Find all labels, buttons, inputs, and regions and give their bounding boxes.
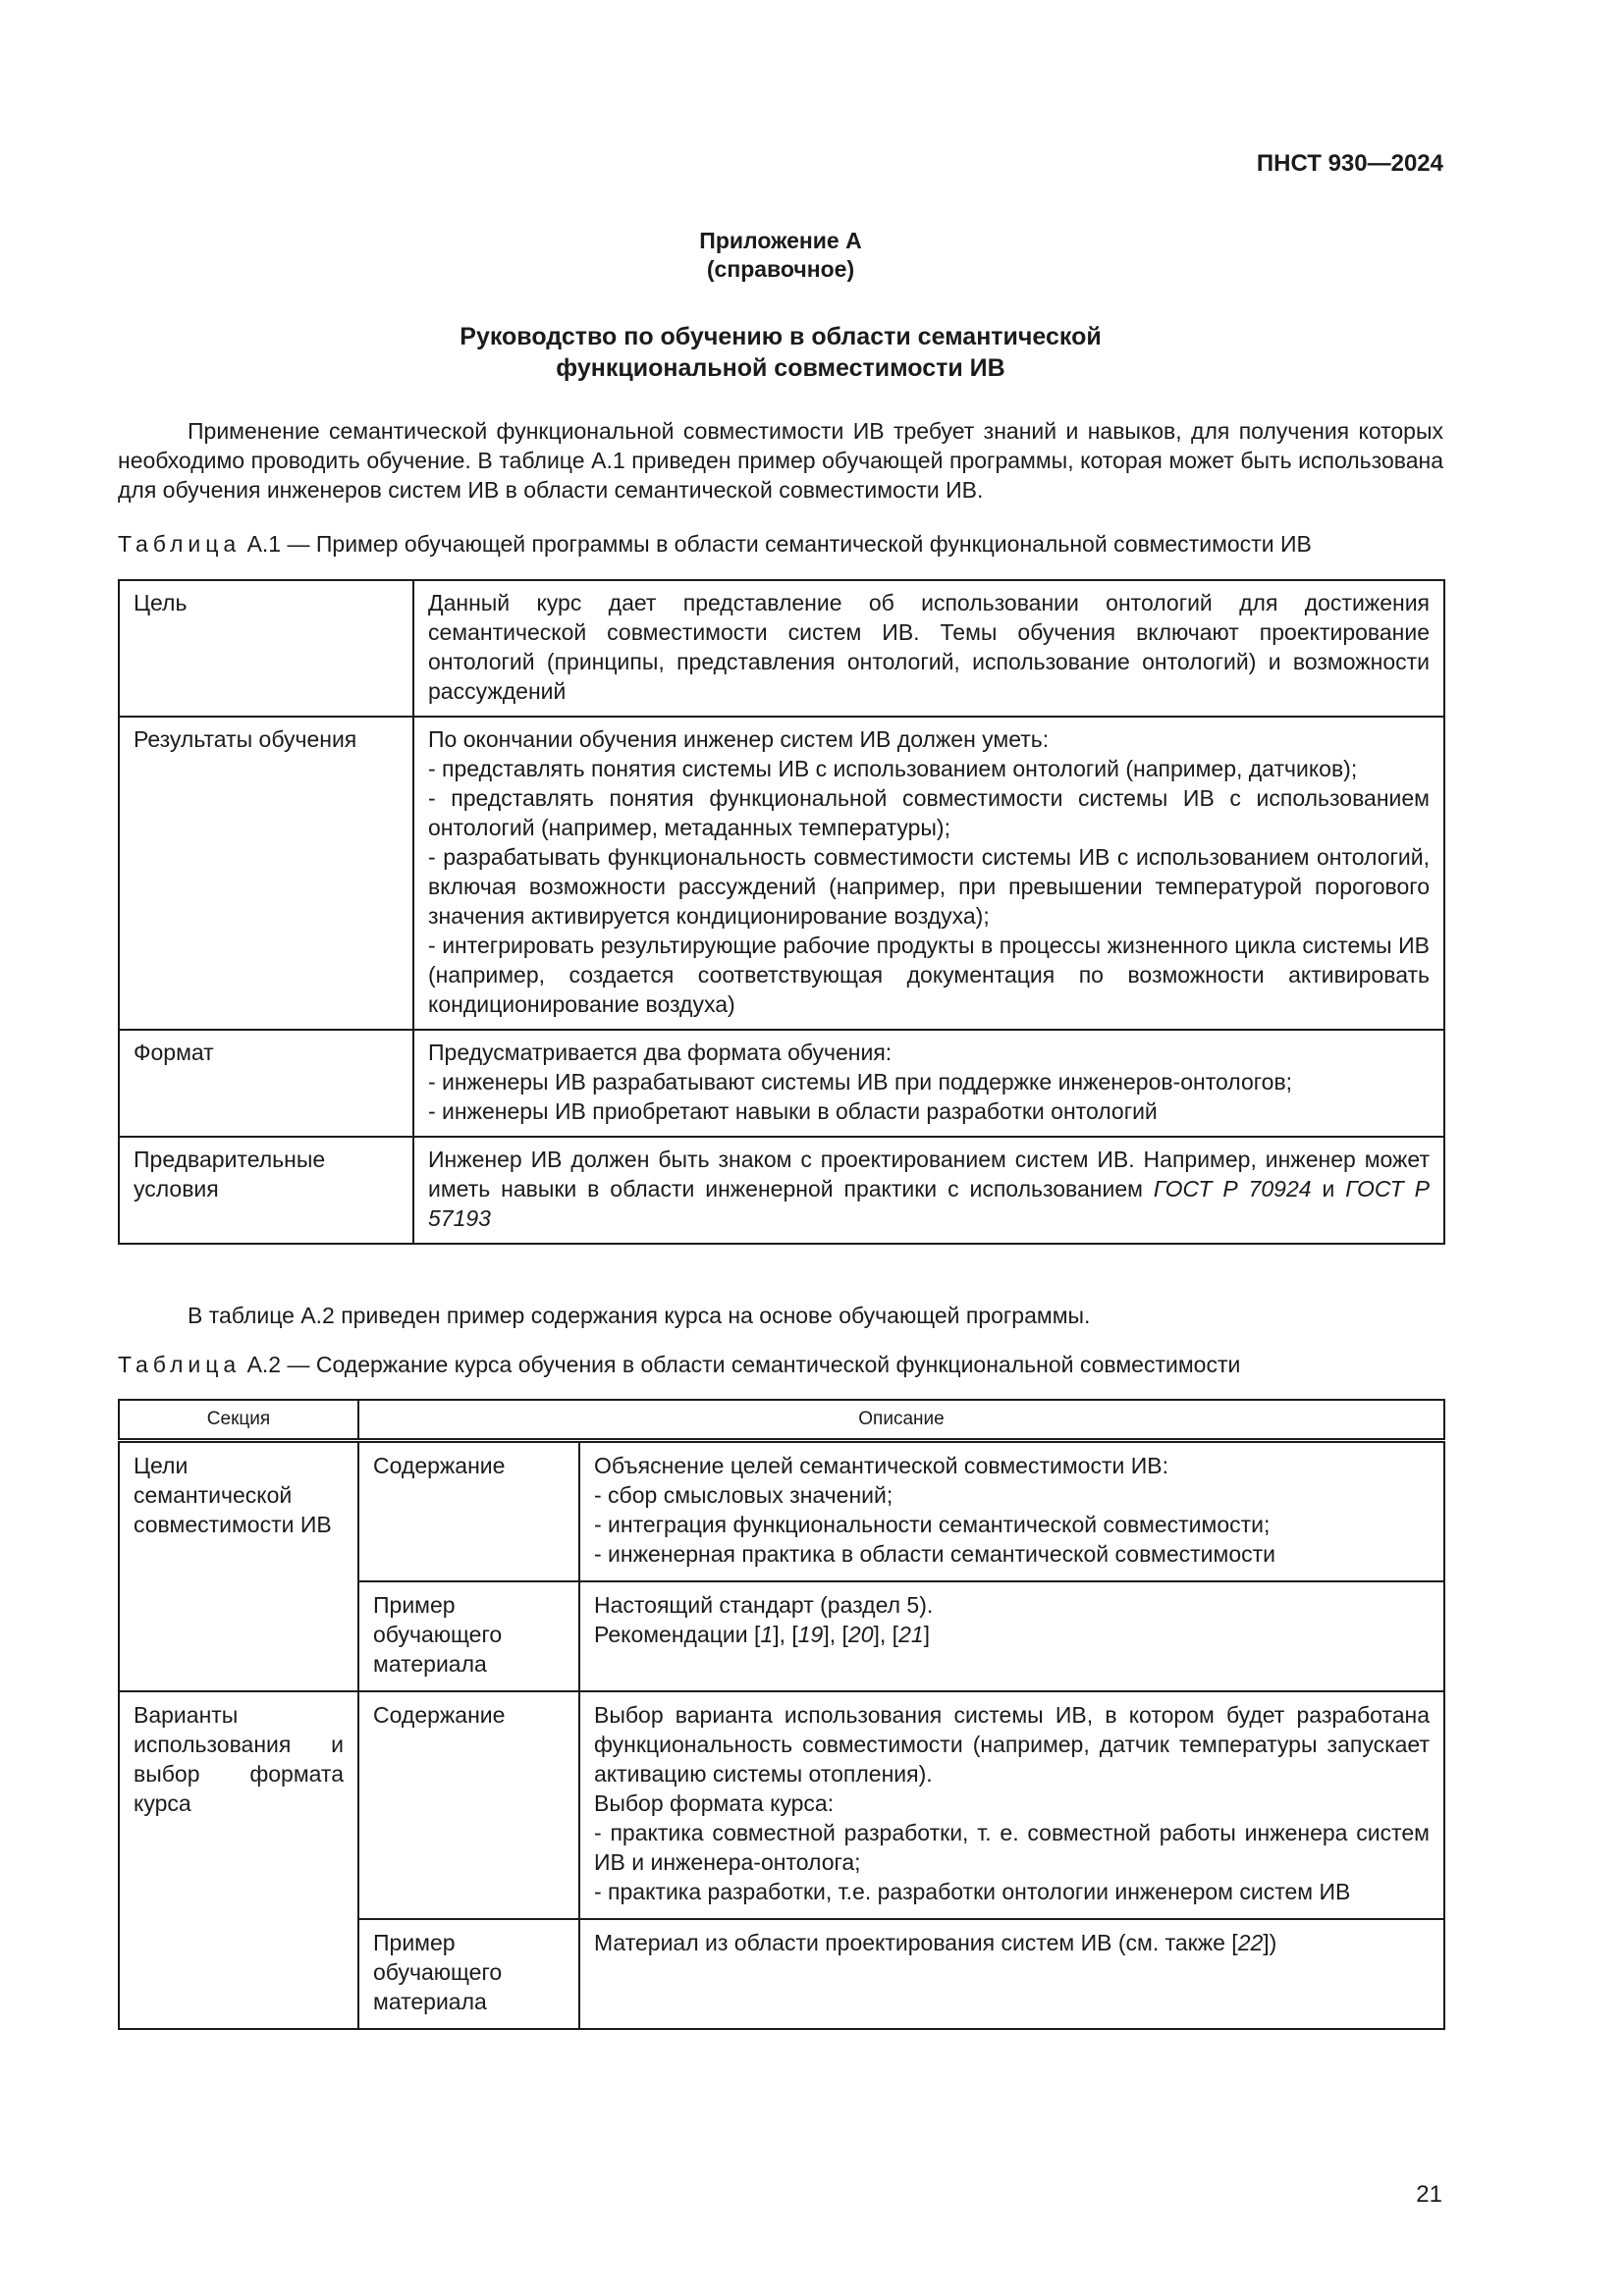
content-line: - практика совместной разработки, т. е. совместной работы инженера систем ИВ и инженера-онтолога; bbox=[594, 1820, 1430, 1875]
table2-caption-word: Таблица bbox=[118, 1352, 242, 1377]
section-content bbox=[579, 1691, 1444, 1919]
citation-link[interactable]: 19 bbox=[797, 1622, 824, 1647]
table2-caption-text: А.2 — Содержание курса обучения в области семантической функциональной совместимости bbox=[246, 1352, 1241, 1377]
table-row bbox=[119, 1030, 1444, 1137]
annex-label: Приложение А bbox=[699, 228, 862, 253]
outcome-line: - представлять понятия системы ИВ с использованием онтологий (например, датчиков); bbox=[428, 756, 1358, 781]
row-label-format: Формат bbox=[119, 1030, 413, 1137]
row-text-goal: Данный курс дает представление об использовании онтологий для достижения семантической совместимости систем ИВ. Темы обучения включают проектирование онтологий (принципы, представления онтологий, использование онтологий) и возможности рассуждений bbox=[413, 580, 1444, 717]
content-line: - интеграция функциональности семантической совместимости; bbox=[594, 1512, 1271, 1537]
row-text-prerequisites bbox=[413, 1137, 1444, 1244]
table-row bbox=[119, 1691, 1444, 1919]
example-material bbox=[579, 1581, 1444, 1691]
page-number: 21 bbox=[1416, 2181, 1442, 2208]
row-text-outcomes bbox=[413, 717, 1444, 1030]
intro-paragraph: Применение семантической функциональной совместимости ИВ требует знаний и навыков, для получения которых необходимо проводить обучение. В таблице А.1 приведен пример обучающей программы, которая может быть использована для обучения инженеров систем ИВ в области семантической совместимости ИВ. bbox=[118, 418, 1443, 503]
table-row bbox=[119, 717, 1444, 1030]
annex-type: (справочное) bbox=[706, 256, 855, 282]
row-label-outcomes: Результаты обучения bbox=[119, 717, 413, 1030]
table-row bbox=[119, 580, 1444, 717]
content-line: - сбор смысловых значений; bbox=[594, 1482, 893, 1508]
citation-link[interactable]: 20 bbox=[847, 1622, 874, 1647]
standard-ref-link[interactable]: ГОСТ Р 57193 bbox=[428, 1176, 1430, 1231]
header-description: Описание bbox=[358, 1400, 1444, 1441]
table-row bbox=[119, 1137, 1444, 1244]
section-name: Варианты использования и выбор формата курса bbox=[119, 1691, 358, 2029]
outcome-line: По окончании обучения инженер систем ИВ должен уметь: bbox=[428, 726, 1050, 752]
course-content-table bbox=[118, 1399, 1445, 2030]
example-text: Материал из области проектирования систем ИВ (см. также [ bbox=[594, 1930, 1238, 1955]
table1-caption bbox=[118, 531, 1312, 558]
recommendations-prefix: Рекомендации [ bbox=[594, 1622, 761, 1647]
table2-caption bbox=[118, 1352, 1240, 1378]
standard-ref-link[interactable]: ГОСТ Р 70924 bbox=[1153, 1176, 1312, 1201]
header-section: Секция bbox=[119, 1400, 358, 1441]
format-line: - инженеры ИВ разрабатывают системы ИВ при поддержке инженеров-онтологов; bbox=[428, 1069, 1293, 1095]
content-line: - инженерная практика в области семантической совместимости bbox=[594, 1541, 1275, 1567]
table1-caption-text: А.1 — Пример обучающей программы в области семантической функциональной совместимости ИВ bbox=[246, 531, 1312, 557]
content-line: Выбор формата курса: bbox=[594, 1790, 835, 1816]
outcome-line: - интегрировать результирующие рабочие продукты в процессы жизненного цикла системы ИВ (например, создается соответствующая документация по возможности активировать кондиционирование воздуха) bbox=[428, 933, 1430, 1017]
content-line: Выбор варианта использования системы ИВ, в котором будет разработана функциональность совместимости (например, датчик температуры запускает активацию системы отопления). bbox=[594, 1702, 1430, 1787]
training-program-table bbox=[118, 579, 1445, 1245]
table-row bbox=[119, 1441, 1444, 1582]
table1-caption-word: Таблица bbox=[118, 531, 242, 557]
example-line: Рекомендации [1], [19], [20], [21] bbox=[594, 1622, 931, 1647]
subsection-label: Содержание bbox=[358, 1441, 579, 1582]
citation-link[interactable]: 1 bbox=[760, 1622, 774, 1647]
citation-link[interactable]: 21 bbox=[898, 1622, 924, 1647]
format-line: Предусматривается два формата обучения: bbox=[428, 1040, 893, 1065]
outcome-line: - разрабатывать функциональность совместимости системы ИВ с использованием онтологий, включая возможности рассуждений (например, при превышении температурой порогового значения активируется кондиционирование воздуха); bbox=[428, 844, 1430, 929]
prerequisites-text: Инженер ИВ должен быть знаком с проектированием систем ИВ. Например, инженер может иметь навыки в области инженерной практики с использованием bbox=[428, 1147, 1430, 1201]
example-line: Настоящий стандарт (раздел 5). bbox=[594, 1592, 934, 1618]
subsection-label: Содержание bbox=[358, 1691, 579, 1919]
citation-link[interactable]: 22 bbox=[1237, 1930, 1264, 1955]
section-content bbox=[579, 1441, 1444, 1582]
table2-intro-paragraph: В таблице А.2 приведен пример содержания курса на основе обучающей программы. bbox=[188, 1303, 1091, 1328]
row-label-prerequisites: Предварительные условия bbox=[119, 1137, 413, 1244]
annex-title bbox=[0, 321, 1561, 384]
row-label-goal: Цель bbox=[119, 580, 413, 717]
subsection-label: Пример обучающего материала bbox=[358, 1581, 579, 1691]
subsection-label: Пример обучающего материала bbox=[358, 1919, 579, 2029]
outcome-line: - представлять понятия функциональной совместимости системы ИВ с использованием онтологий (например, метаданных температуры); bbox=[428, 785, 1430, 840]
prerequisites-conj: и bbox=[1311, 1176, 1346, 1201]
row-text-format bbox=[413, 1030, 1444, 1137]
content-line: - практика разработки, т.е. разработки онтологии инженером систем ИВ bbox=[594, 1879, 1351, 1904]
annex-title-line2: функциональной совместимости ИВ bbox=[556, 354, 1005, 382]
annex-heading bbox=[0, 227, 1561, 284]
content-line: Объяснение целей семантической совместимости ИВ: bbox=[594, 1453, 1168, 1478]
example-tail: ]) bbox=[1263, 1930, 1277, 1955]
table-header-row bbox=[119, 1400, 1444, 1441]
section-name: Цели семантической совместимости ИВ bbox=[119, 1441, 358, 1692]
annex-title-line1: Руководство по обучению в области семантической bbox=[460, 323, 1102, 350]
example-material bbox=[579, 1919, 1444, 2029]
document-code: ПНСТ 930—2024 bbox=[1256, 150, 1443, 177]
format-line: - инженеры ИВ приобретают навыки в области разработки онтологий bbox=[428, 1098, 1158, 1124]
